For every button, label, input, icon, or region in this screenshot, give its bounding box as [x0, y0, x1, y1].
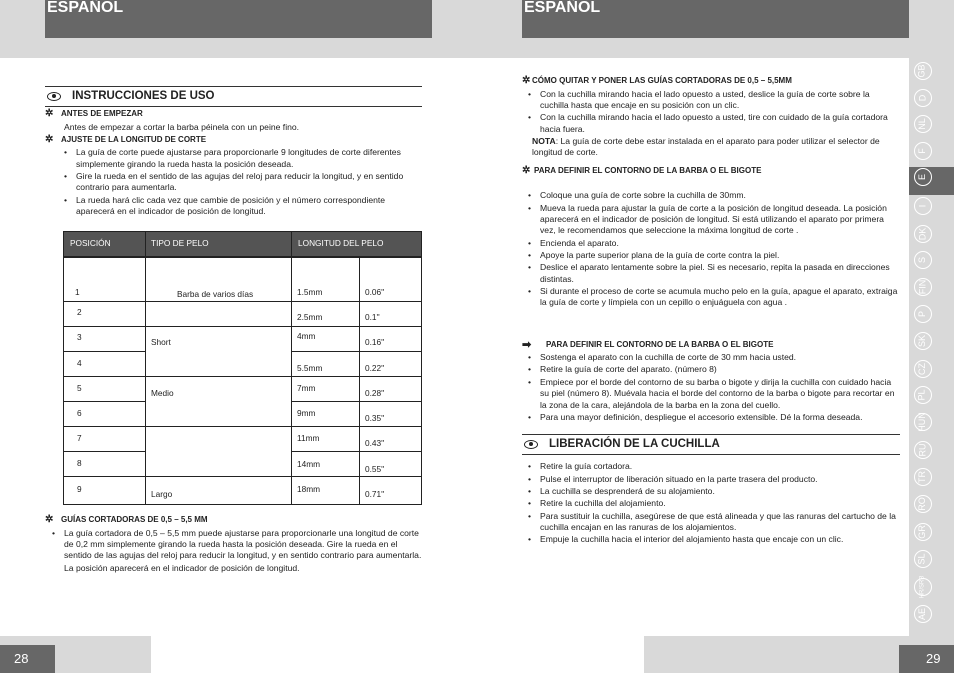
list-item: • Retire la guía de corte del aparato. (número 8): [528, 364, 900, 375]
language-tab-cz[interactable]: [914, 360, 932, 378]
list-item: • La rueda hará clic cada vez que cambie de posición y el número correspondiente aparecerá en el indicador de posición de longitud.: [64, 195, 422, 218]
gear-icon: ✲: [522, 75, 531, 87]
list-item: • La cuchilla se desprenderá de su alojamiento.: [528, 486, 900, 497]
inch-cell: 0.1'': [365, 312, 380, 322]
hair-type-cell: Short: [151, 337, 171, 347]
position-cell: 6: [77, 408, 82, 418]
language-tab-label: HR/SRB: [919, 575, 926, 599]
language-tab-pl[interactable]: [914, 386, 932, 404]
subheading-remove-guides: [522, 76, 900, 87]
list-item: • Encienda el aparato.: [528, 238, 900, 249]
bullet-list: [522, 352, 900, 423]
left-guides-section: [45, 513, 422, 575]
left-column: [45, 86, 422, 219]
subheading-text: ANTES DE EMPEZAR: [61, 109, 143, 118]
language-tab-sk[interactable]: [914, 332, 932, 350]
page-header-right: ESPAÑOL: [522, 0, 909, 38]
hair-type-cell: Largo: [151, 489, 173, 499]
arrow-right-icon: ➡: [522, 338, 532, 351]
language-tab-hun[interactable]: [914, 413, 932, 431]
paragraph: Antes de empezar a cortar la barba péinela con un peine fino.: [64, 121, 300, 132]
language-tab-f[interactable]: [914, 142, 932, 160]
hair-type-cell: Medio: [151, 388, 174, 398]
list-item: • Gire la rueda en el sentido de las agujas del reloj para reducir la longitud, y en sentido contrario para aumentarla.: [64, 171, 422, 194]
page-header-left: ESPAÑOL: [45, 0, 432, 38]
gear-icon: ✲: [522, 164, 531, 176]
inch-cell: 0.71'': [365, 489, 385, 499]
bullet-list: [45, 528, 422, 562]
note-paragraph: [522, 136, 900, 159]
bullet-list: [45, 147, 422, 217]
position-cell: 1: [75, 287, 80, 297]
gear-icon: ✲: [45, 134, 54, 146]
inch-cell: 0.55'': [365, 464, 385, 474]
language-tab-fin[interactable]: [914, 278, 932, 296]
table-header-cell: LONGITUD DEL PELO: [298, 238, 384, 248]
gear-icon: ✲: [45, 514, 54, 526]
language-tab-label: SK: [917, 334, 928, 348]
bullet-list: [522, 89, 900, 135]
mm-cell: 1.5mm: [297, 287, 323, 297]
language-tab-label: SL: [917, 553, 928, 565]
bullet-list: [522, 461, 900, 545]
language-tab-label: NL: [917, 118, 928, 130]
eye-icon: [524, 440, 538, 449]
bullet-list: [522, 190, 900, 308]
inch-cell: 0.35'': [365, 413, 385, 423]
list-item: • Para una mayor definición, despliegue el accesorio extensible. Dé la forma deseada.: [528, 412, 900, 423]
inch-cell: 0.28'': [365, 388, 385, 398]
section-title-text: LIBERACIÓN DE LA CUCHILLA: [549, 438, 720, 451]
language-tab-i[interactable]: [914, 197, 932, 215]
language-tab-label: GB: [917, 64, 928, 78]
subheading-guides: [45, 515, 422, 526]
position-cell: 3: [77, 332, 82, 342]
list-item: • Apoye la parte superior plana de la guía de corte contra la piel.: [528, 250, 900, 261]
table-header-cell: POSICIÓN: [70, 238, 111, 248]
language-tab-dk[interactable]: [914, 225, 932, 243]
subheading-text: PARA DEFINIR EL CONTORNO DE LA BARBA O EL BIGOTE: [546, 339, 774, 349]
language-tab-s[interactable]: [914, 251, 932, 269]
language-tab-label: RU: [917, 443, 928, 457]
subheading-start: [45, 109, 422, 120]
language-tab-label: CZ: [917, 363, 928, 375]
language-tab-hr-srb[interactable]: [914, 575, 932, 599]
list-item: • Para sustituir la cuchilla, asegúrese de que está alineada y que las ranuras del cartucho de la cuchilla encajan en las ranuras de los alojamientos.: [528, 511, 900, 534]
mm-cell: 5.5mm: [297, 363, 323, 373]
list-item: • Pulse el interruptor de liberación situado en la parte trasera del producto.: [528, 474, 900, 485]
language-tab-label: HUN: [917, 412, 928, 432]
list-item: • Con la cuchilla mirando hacia el lado opuesto a usted, tire con cuidado de la guía cortadora hacia fuera.: [528, 112, 900, 135]
inch-cell: 0.16'': [365, 337, 385, 347]
list-item: • Empiece por el borde del contorno de su barba o bigote y dirija la cuchilla con cuidado hacia su piel (número 8). Muévala hacia el borde del contorno de la barba o bigote para recortar en la zona de la cara, alejándola de la barba en la zona del cuello.: [528, 377, 900, 411]
language-tab-ru[interactable]: [914, 441, 932, 459]
position-cell: 5: [77, 383, 82, 393]
inch-cell: 0.06'': [365, 287, 385, 297]
language-tab-e[interactable]: [914, 168, 932, 186]
subheading-contour: [522, 166, 900, 177]
inch-cell: 0.22'': [365, 363, 385, 373]
language-tab-gr[interactable]: [914, 523, 932, 541]
language-tab-d[interactable]: [914, 89, 932, 107]
language-tab-label: P: [917, 310, 928, 318]
language-tab-label: DK: [917, 227, 928, 241]
language-tab-label: RO: [917, 497, 928, 511]
language-tab-ro[interactable]: [914, 495, 932, 513]
mm-cell: 7mm: [297, 383, 316, 393]
language-tab-ae[interactable]: [914, 605, 932, 623]
list-item: • Con la cuchilla mirando hacia el lado opuesto a usted, deslice la guía de corte sobre la cuchilla hasta que encaje en su posición con un clic.: [528, 89, 900, 112]
list-item: • Si durante el proceso de corte se acumula mucho pelo en la guía, apague el aparato, extraiga la guía de corte y límpiela con un cepillo o enjuáguela con agua .: [528, 286, 900, 309]
subheading-text: PARA DEFINIR EL CONTORNO DE LA BARBA O EL BIGOTE: [534, 165, 762, 175]
list-item: • La guía cortadora de 0,5 – 5,5 mm puede ajustarse para proporcionarle una longitud de corte de 0,2 mm simplemente girando la rueda hasta la posición deseada. Gire la rueda en el sentido de las agujas del reloj para reducir la longitud, y en sentido contrario para aumentarla.: [52, 528, 422, 562]
list-item: • Mueva la rueda para ajustar la guía de corte a la posición de longitud deseada. La posición aparecerá en el indicador de posición de longitud. Si está utilizando el aparato por primera vez, le recomendamos que seleccione la máxima longitud de corte .: [528, 203, 900, 237]
list-item: • Retire la cuchilla del alojamiento.: [528, 498, 900, 509]
subheading-length: [45, 135, 422, 146]
list-item: • Retire la guía cortadora.: [528, 461, 900, 472]
hair-type-cell: Barba de varios días: [177, 289, 254, 299]
language-tab-label: D: [917, 94, 928, 102]
section-title-blade-release: [522, 434, 900, 455]
position-cell: 9: [77, 484, 82, 494]
table-header-cell: TIPO DE PELO: [151, 238, 209, 248]
right-column: [522, 74, 900, 547]
note-text: : La guía de corte debe estar instalada en el aparato para poder utilizar el selector de longitud de corte.: [532, 135, 880, 158]
position-cell: 2: [77, 307, 82, 317]
list-item: • Coloque una guía de corte sobre la cuchilla de 30mm.: [528, 190, 900, 201]
gear-icon: ✲: [45, 108, 54, 120]
language-tab-label: AE: [917, 607, 928, 621]
language-tab-p[interactable]: [914, 305, 932, 323]
language-tab-label: E: [917, 173, 928, 181]
language-tab-sl[interactable]: [914, 550, 932, 568]
list-item: • Deslice el aparato lentamente sobre la piel. Si es necesario, repita la pasada en direcciones distintas.: [528, 262, 900, 285]
language-tab-label: FIN: [917, 279, 928, 295]
mm-cell: 2.5mm: [297, 312, 323, 322]
position-cell: 4: [77, 358, 82, 368]
language-tab-label: GR: [917, 525, 928, 539]
eye-icon: [47, 92, 61, 101]
position-cell: 8: [77, 458, 82, 468]
list-item: • La guía de corte puede ajustarse para proporcionarle 9 longitudes de corte diferentes simplemente girando la rueda hasta la posición deseada.: [64, 147, 422, 170]
mm-cell: 4mm: [297, 331, 316, 341]
subheading-contour-2: [522, 340, 900, 351]
page-number-right: 29: [899, 645, 954, 673]
list-item: • Sostenga el aparato con la cuchilla de corte de 30 mm hacia usted.: [528, 352, 900, 363]
language-tab-label: TR: [917, 471, 928, 483]
section-title-text: INSTRUCCIONES DE USO: [72, 89, 215, 102]
section-title-instructions: [45, 86, 422, 107]
language-tab-tr[interactable]: [914, 468, 932, 486]
position-cell: 7: [77, 433, 82, 443]
paragraph: La posición aparecerá en el indicador de posición de longitud.: [64, 562, 300, 573]
mm-cell: 9mm: [297, 408, 316, 418]
language-tab-label: I: [917, 204, 928, 208]
mm-cell: 11mm: [297, 433, 320, 443]
subheading-text: AJUSTE DE LA LONGITUD DE CORTE: [61, 134, 207, 144]
language-tab-label: PL: [917, 389, 928, 401]
language-tab-gb[interactable]: [914, 62, 932, 80]
inch-cell: 0.43'': [365, 438, 385, 448]
language-tab-label: S: [917, 256, 928, 264]
language-tab-label: F: [917, 148, 928, 154]
mm-cell: 14mm: [297, 459, 321, 469]
subheading-text: CÓMO QUITAR Y PONER LAS GUÍAS CORTADORAS DE 0,5 – 5,5MM: [532, 76, 792, 85]
mm-cell: 18mm: [297, 484, 321, 494]
language-tab-nl[interactable]: [914, 115, 932, 133]
list-item: • Empuje la cuchilla hacia el interior del alojamiento hasta que encaje con un clic.: [528, 534, 900, 545]
subheading-text: GUÍAS CORTADORAS DE 0,5 – 5,5 MM: [61, 515, 208, 524]
page-number-left: 28: [0, 645, 55, 673]
note-label: NOTA: [532, 135, 556, 146]
